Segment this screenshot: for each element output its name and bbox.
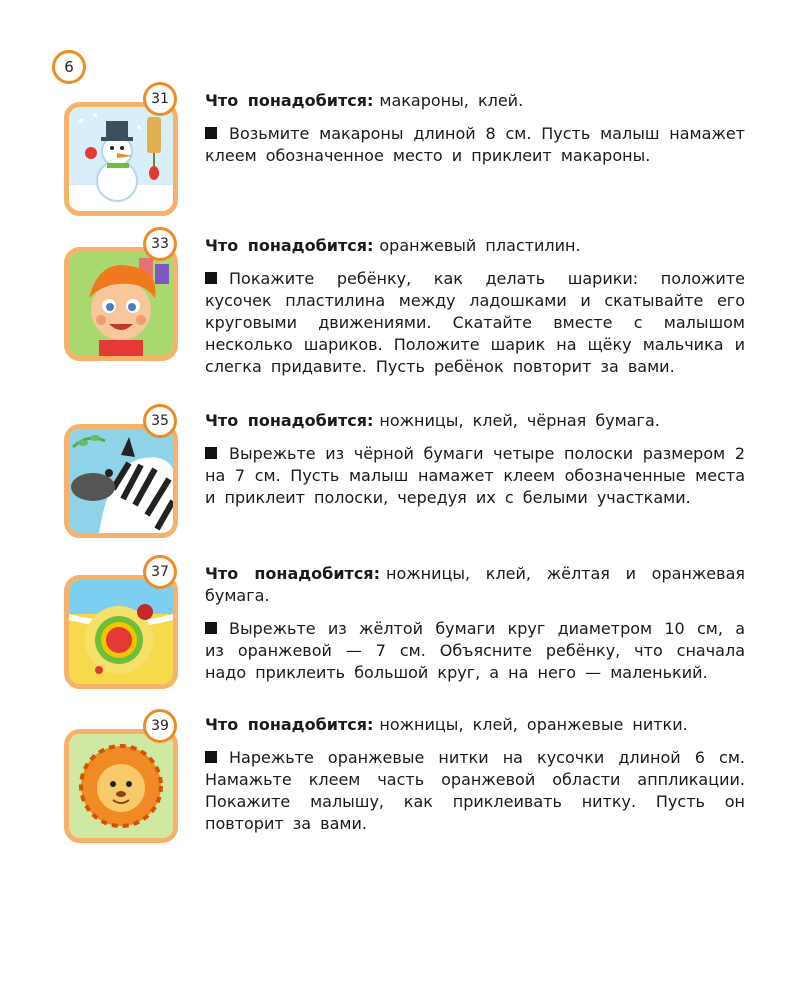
bullet-square-icon [205, 272, 217, 284]
lion-thumbnail [64, 729, 178, 843]
bullet-square-icon [205, 751, 217, 763]
page-number: 6 [52, 50, 86, 84]
snowman-thumbnail [64, 102, 178, 216]
boy-thumbnail [64, 247, 178, 361]
entry-number-badge: 33 [143, 227, 177, 261]
lion-icon [69, 734, 173, 838]
bullet-square-icon [205, 447, 217, 459]
zebra-icon [69, 429, 173, 533]
instruction: Возьмите макароны длиной 8 см. Пусть малыш намажет клеем обозначенное место и приклеит макароны. [205, 124, 745, 165]
instruction: Нарежьте оранжевые нитки на кусочки длиной 6 см. Намажьте клеем часть оранжевой области аппликации. Покажите малышу, как приклеивать нитку. Пусть он повторит за вами. [205, 748, 745, 833]
circles-icon [69, 580, 173, 684]
needs-line: Что понадобится: макароны, клей. [205, 91, 524, 110]
bullet-square-icon [205, 127, 217, 139]
instruction: Вырежьте из жёлтой бумаги круг диаметром 10 см, а из оранжевой — 7 см. Объясните ребёнку, что сначала надо приклеить большой круг, а на него — маленький. [205, 619, 745, 682]
circles-thumbnail [64, 575, 178, 689]
instruction: Покажите ребёнку, как делать шарики: положите кусочек пластилина между ладошками и скатывайте его круговыми движениями. Скатайте вместе с малышом несколько шариков. Положите шарик на щёку мальчика и слегка придавите. Пусть ребёнок повторит за вами. [205, 269, 745, 376]
bullet-square-icon [205, 622, 217, 634]
needs-line: Что понадобится: оранжевый пластилин. [205, 236, 581, 255]
needs-line: Что понадобится: ножницы, клей, жёлтая и оранжевая бумага. [205, 564, 746, 605]
snowman-icon [69, 107, 173, 211]
instruction: Вырежьте из чёрной бумаги четыре полоски размером 2 на 7 см. Пусть малыш намажет клеем обозначенные места и приклеит полоски, чередуя их с белыми участками. [205, 444, 745, 507]
boy-face-icon [69, 252, 173, 356]
entry-number-badge: 31 [143, 82, 177, 116]
needs-line: Что понадобится: ножницы, клей, чёрная бумага. [205, 411, 660, 430]
entry-number-badge: 35 [143, 404, 177, 438]
entry-number-badge: 37 [143, 555, 177, 589]
entry-number-badge: 39 [143, 709, 177, 743]
zebra-thumbnail [64, 424, 178, 538]
needs-line: Что понадобится: ножницы, клей, оранжевые нитки. [205, 715, 688, 734]
